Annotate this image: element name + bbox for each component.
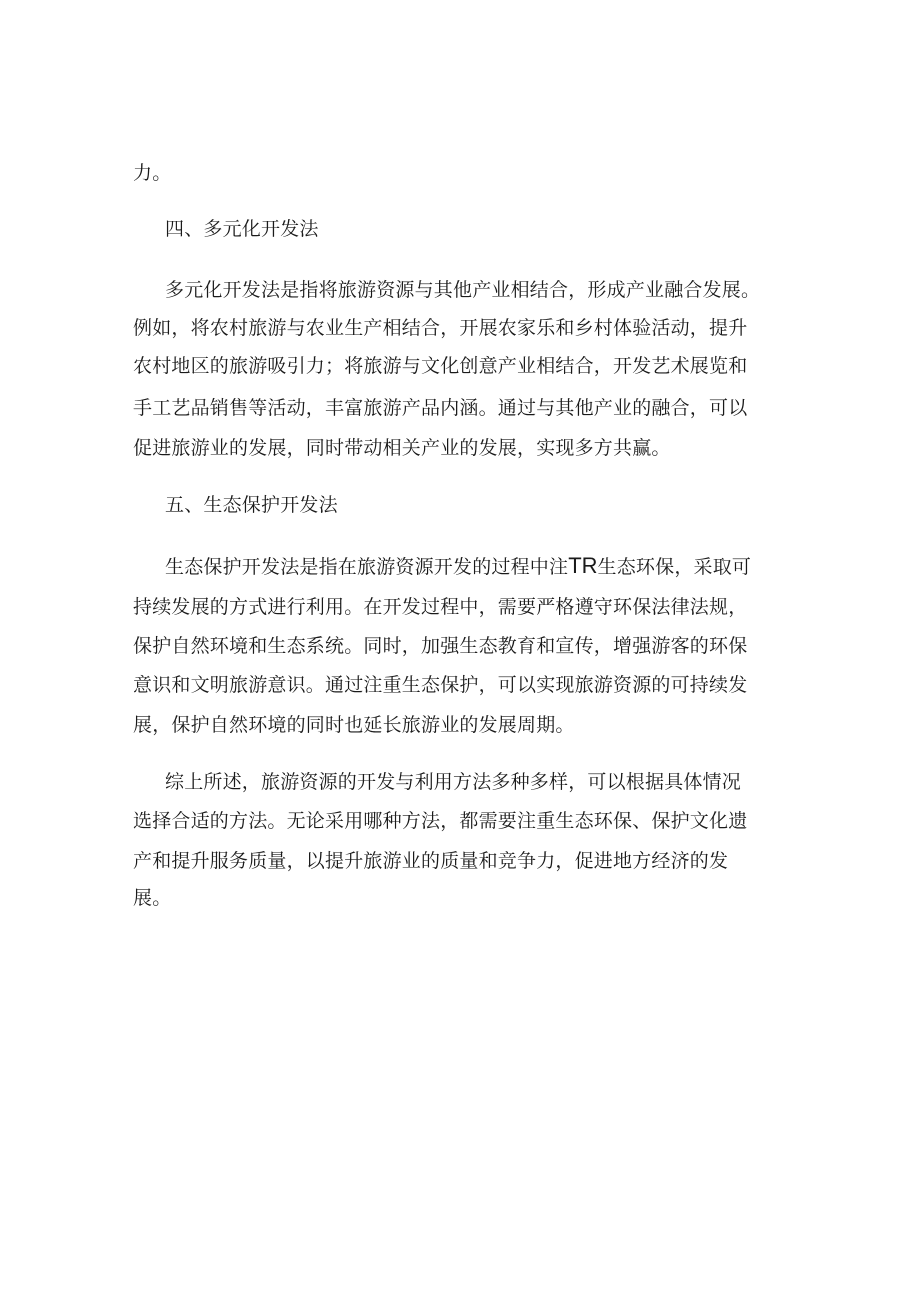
paragraph-line: 例如，将农村旅游与农业生产相结合，开展农家乐和乡村体验活动，提升 — [133, 317, 748, 339]
paragraph-line: 农村地区的旅游吸引力；将旅游与文化创意产业相结合，开发艺术展览和 — [133, 355, 748, 377]
section-heading-ecological-protection: 五、生态保护开发法 — [165, 494, 338, 516]
paragraph-line: 产和提升服务质量，以提升旅游业的质量和竞争力，促进地方经济的发 — [133, 850, 729, 872]
paragraph-line: 多元化开发法是指将旅游资源与其他产业相结合，形成产业融合发展。 — [165, 279, 761, 301]
paragraph-line: 保护自然环境和生态系统。同时，加强生态教育和宣传，增强游客的环保 — [133, 635, 748, 657]
paragraph-line: 手工艺品销售等活动，丰富旅游产品内涵。通过与其他产业的融合，可以 — [133, 397, 748, 419]
paragraph-line: 持续发展的方式进行利用。在开发过程中，需要严格遵守环保法律法规， — [133, 596, 748, 618]
paragraph-line: 意识和文明旅游意识。通过注重生态保护，可以实现旅游资源的可持续发 — [133, 674, 748, 696]
paragraph-line — [165, 553, 751, 580]
paragraph-line: 展，保护自然环境的同时也延长旅游业的发展周期。 — [133, 714, 575, 736]
paragraph-continuation: 力。 — [133, 162, 172, 184]
paragraph-text: 生态环保，采取可 — [597, 556, 752, 578]
paragraph-line: 选择合适的方法。无论采用哪种方法，都需要注重生态环保、保护文化遗 — [133, 810, 748, 832]
paragraph-text: 生态保护开发法是指在旅游资源开发的过程中注 — [165, 556, 569, 578]
section-heading-diversified-development: 四、多元化开发法 — [165, 218, 319, 240]
paragraph-line: 促进旅游业的发展，同时带动相关产业的发展，实现多方共赢。 — [133, 437, 671, 459]
ocr-artifact-text: TR — [568, 553, 598, 578]
paragraph-line: 展。 — [133, 887, 172, 909]
paragraph-line: 综上所述，旅游资源的开发与利用方法多种多样，可以根据具体情况 — [165, 771, 742, 793]
